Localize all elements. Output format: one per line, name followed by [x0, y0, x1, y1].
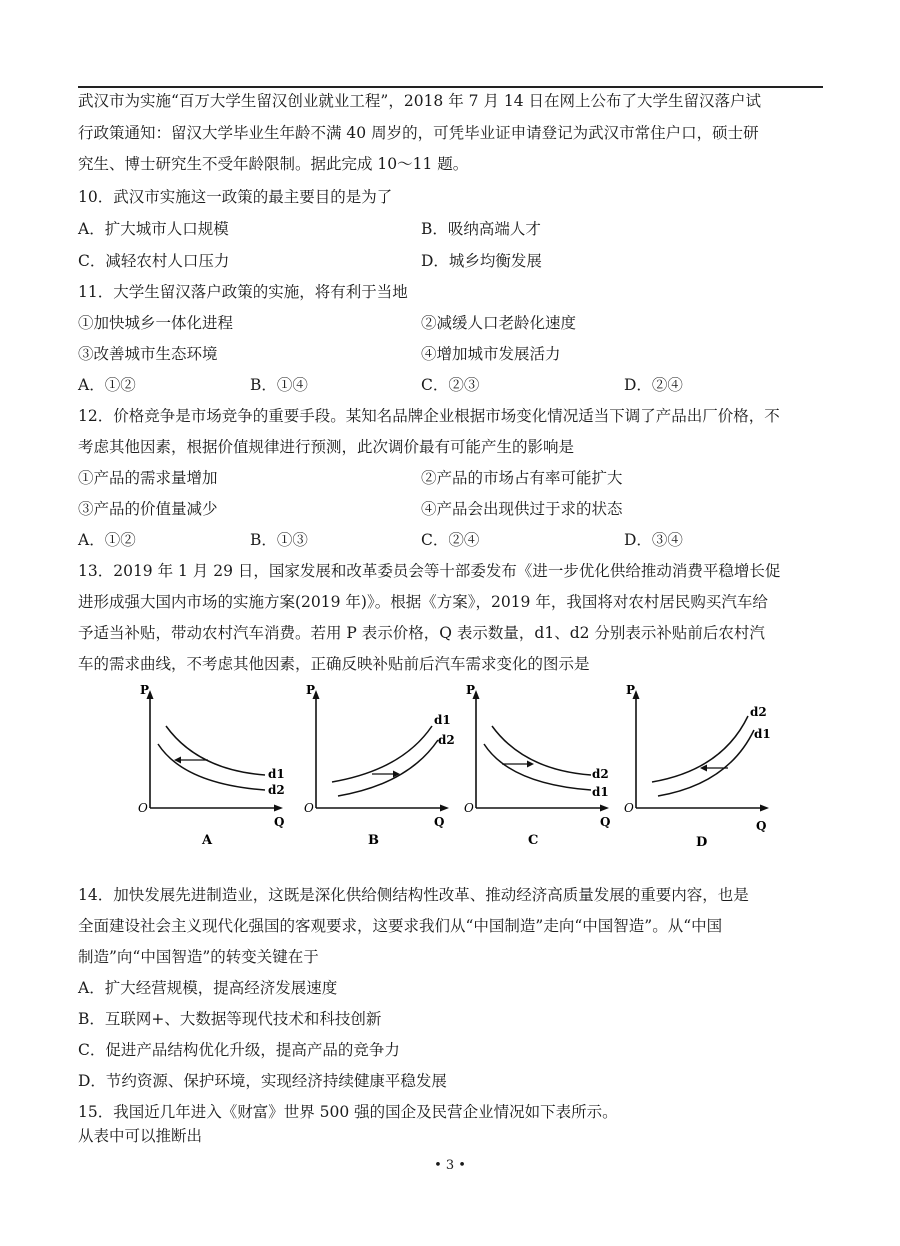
demand-graph-b[interactable] — [294, 684, 454, 854]
graph-b-label: B — [368, 833, 379, 848]
graph-a-label: A — [202, 833, 213, 848]
q12-option-a[interactable]: A．①② — [78, 531, 136, 549]
q12-statement-2: ②产品的市场占有率可能扩大 — [421, 469, 623, 487]
graph-c-label: C — [528, 833, 539, 848]
graph-c-axis-p: P — [466, 683, 476, 697]
demand-graph-d[interactable] — [614, 684, 774, 854]
graph-d-lower-label: d1 — [754, 727, 771, 741]
graph-a-origin: O — [138, 801, 148, 815]
q11-statement-2: ②减缓人口老龄化速度 — [421, 314, 577, 332]
graph-d-label: D — [696, 835, 708, 850]
graph-c-shift-arrow — [527, 761, 534, 768]
q14-option-b[interactable]: B．互联网+、大数据等现代技术和科技创新 — [78, 1010, 382, 1028]
graph-a-lower-label: d2 — [268, 783, 285, 797]
q15-stem: 15．我国近几年进入《财富》世界 500 强的国企及民营企业情况如下表所示。 — [78, 1103, 618, 1121]
graph-c-lower-curve — [484, 744, 591, 790]
q14-stem-1: 14．加快发展先进制造业，这既是深化供给侧结构性改革、推动经济高质量发展的重要内容，也是 — [78, 886, 749, 904]
graph-b-lower-label: d2 — [438, 733, 455, 747]
demand-graph-a[interactable] — [128, 684, 288, 854]
page-number: • 3 • — [434, 1158, 466, 1173]
q12-stem-2: 考虑其他因素，根据价值规律进行预测，此次调价最有可能产生的影响是 — [78, 438, 575, 456]
graph-b-axis-q: Q — [434, 815, 445, 829]
graph-b-lower-curve — [338, 740, 438, 796]
q13-stem-3: 予适当补贴，带动农村汽车消费。若用 P 表示价格，Q 表示数量，d1、d2 分别表示补贴前后农村汽 — [78, 624, 765, 642]
graph-c-origin: O — [464, 801, 474, 815]
q12-statement-1: ①产品的需求量增加 — [78, 469, 218, 487]
graph-d-axis-p: P — [626, 683, 636, 697]
q10-option-c[interactable]: C．减轻农村人口压力 — [78, 252, 230, 270]
q13-stem-1: 13．2019 年 1 月 29 日，国家发展和改革委员会等十部委发布《进一步优化供给推动消费平稳增长促 — [78, 562, 781, 580]
graph-b-axis-p: P — [306, 683, 316, 697]
graph-d-axis-q: Q — [756, 819, 767, 833]
graph-c-upper-curve — [492, 726, 591, 775]
q13-stem-4: 车的需求曲线，不考虑其他因素，正确反映补贴前后汽车需求变化的图示是 — [78, 655, 590, 673]
q14-option-c[interactable]: C．促进产品结构优化升级，提高产品的竞争力 — [78, 1041, 400, 1059]
top-rule — [78, 86, 823, 88]
q11-option-a[interactable]: A．①② — [78, 376, 136, 394]
graph-a-axis-p: P — [140, 683, 150, 697]
graph-d-origin: O — [624, 801, 634, 815]
intro-line-1: 武汉市为实施“百万大学生留汉创业就业工程”，2018 年 7 月 14 日在网上公布了大学生留汉落户试 — [78, 92, 762, 110]
q12-statement-3: ③产品的价值量减少 — [78, 500, 218, 518]
q11-stem: 11．大学生留汉落户政策的实施，将有利于当地 — [78, 283, 408, 301]
graph-c-axis-q: Q — [600, 815, 611, 829]
q12-option-d[interactable]: D．③④ — [624, 531, 683, 549]
graph-c-lower-label: d1 — [592, 785, 609, 799]
q10-option-b[interactable]: B．吸纳高端人才 — [421, 220, 541, 238]
q10-option-a[interactable]: A．扩大城市人口规模 — [78, 220, 229, 238]
intro-line-2: 行政策通知：留汉大学毕业生年龄不满 40 周岁的，可凭毕业证申请登记为武汉市常住户口，硕士研 — [78, 124, 759, 142]
q11-option-d[interactable]: D．②④ — [624, 376, 683, 394]
graph-b-origin: O — [304, 801, 314, 815]
graph-c-upper-label: d2 — [592, 767, 609, 781]
graph-a-lower-curve — [158, 744, 265, 790]
graph-a-upper-label: d1 — [268, 767, 285, 781]
q10-stem: 10．武汉市实施这一政策的最主要目的是为了 — [78, 188, 393, 206]
q13-stem-2: 进形成强大国内市场的实施方案(2019 年)》。根据《方案》，2019 年，我国将对农村居民购买汽车给 — [78, 593, 768, 611]
q11-option-c[interactable]: C．②③ — [421, 376, 480, 394]
q15-follow: 从表中可以推断出 — [78, 1127, 203, 1145]
q12-statement-4: ④产品会出现供过于求的状态 — [421, 500, 623, 518]
graph-b-upper-label: d1 — [434, 713, 451, 727]
demand-graph-c[interactable] — [454, 684, 614, 854]
q14-option-a[interactable]: A．扩大经营规模，提高经济发展速度 — [78, 979, 338, 997]
q14-stem-2: 全面建设社会主义现代化强国的客观要求，这要求我们从“中国制造”走向“中国智造”。从“中国 — [78, 917, 723, 935]
graph-a-upper-curve — [166, 726, 265, 775]
q11-statement-3: ③改善城市生态环境 — [78, 345, 218, 363]
graph-d-upper-label: d2 — [750, 705, 767, 719]
q11-option-b[interactable]: B．①④ — [250, 376, 308, 394]
q12-stem-1: 12．价格竞争是市场竞争的重要手段。某知名品牌企业根据市场变化情况适当下调了产品出厂价格，不 — [78, 407, 780, 425]
q14-stem-3: 制造”向“中国智造”的转变关键在于 — [78, 948, 319, 966]
q11-statement-4: ④增加城市发展活力 — [421, 345, 561, 363]
q10-option-d[interactable]: D．城乡均衡发展 — [421, 252, 542, 270]
q12-option-b[interactable]: B．①③ — [250, 531, 308, 549]
q14-option-d[interactable]: D．节约资源、保护环境，实现经济持续健康平稳发展 — [78, 1072, 447, 1090]
graph-a-axis-q: Q — [274, 815, 285, 829]
q11-statement-1: ①加快城乡一体化进程 — [78, 314, 234, 332]
graph-d-upper-curve — [652, 716, 748, 782]
q12-option-c[interactable]: C．②④ — [421, 531, 480, 549]
intro-line-3: 究生、博士研究生不受年龄限制。据此完成 10～11 题。 — [78, 155, 469, 173]
